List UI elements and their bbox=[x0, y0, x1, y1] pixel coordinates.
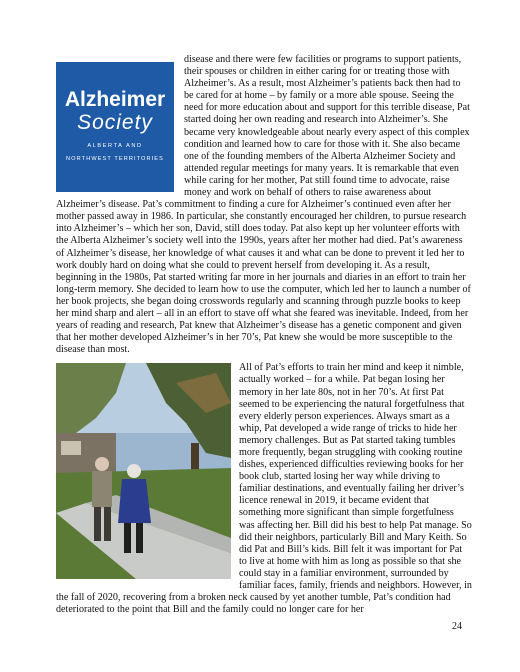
body-text bbox=[56, 54, 472, 622]
paragraph-2-text: All of Pat’s efforts to train her mind and keep it nimble, actually worked – for a while. Pat began losing her memory in her late 80s, not in her 70’s. At first Pat seemed to be experiencing the natural forgetfulness that every elderly person experiences. Always smart as a whip, Pat developed a wide range of tricks to hide her memory challenges. But as Pat started taking tumbles more frequently, began struggling with cooking routine dishes, experienced difficulties reviewing books for her book club, started losing her way while driving to familiar destinations, and eventually failing her driver’s licence renewal in 2019, it became evident that something more significant than simple forgetfulness was affecting her. Bill did his best to help Pat manage. So did their neighbors, particularly Bill and Mary Keith. So did Pat and Bill’s kids. Bill felt it was important for Pat to live at home with him as long as possible so that she could stay in a familiar environment, surrounded by familiar faces, family, friends and neighbors. However, in the fall of 2020, recovering from a broken neck caused by yet another tumble, Pat’s condition had deteriorated to the point that Bill and the family could no longer care for her bbox=[56, 362, 472, 616]
paragraph-2 bbox=[56, 362, 472, 616]
logo-line-3: ALBERTA AND bbox=[87, 142, 143, 149]
page-number: 24 bbox=[452, 621, 462, 632]
logo-line-2: Society bbox=[77, 110, 153, 134]
logo-line-1: Alzheimer bbox=[64, 87, 166, 111]
paragraph-1: disease and there were few facilities or programs to support patients, their spouses or children in either caring for or treating those with Alzheimer’s. As a result, most Alzheimer’s patients back then had to be cared for at home – by family or a more able spouse. Seeing the need for more education about and support for this terrible disease, Pat started doing her own reading and research into Alzheimer’s. She became very knowledgeable about nearly every aspect of this complex condition and learned how to care for those with it. She also became one of the founding members of the Alberta Alzheimer Society and attended regular meetings for many years. It is remarkable that even while caring for her mother, Pat still found time to advocate, raise money and work on behalf of others to raise awareness about Alzheimer’s disease. Pat’s commitment to finding a cure for Alzheimer’s continued even after her mother passed away in 1986. In particular, she constantly encouraged her children, to pursue research into Alzheimer’s – which her son, David, still does today. Pat also kept up her volunteer efforts with the Alberta Alzheimer’s society well into the 1990s, years after her mother had died. Pat’s awareness of Alzheimer’s disease, her knowledge of what causes it and what can be done to prevent it led her to work doubly hard on doing what she could to prevent herself from developing it. As a result, beginning in the 1980s, Pat started writing far more in her journals and diaries in an effort to train her long-term memory. She decided to learn how to use the computer, which led her to launch a number of her book projects, she began doing crosswords regularly and scanning through puzzle books to keep her mind sharp and alert – all in an effort to stave off what she feared was inevitable. Indeed, from her years of reading and research, Pat knew that Alzheimer’s disease has a genetic component and given that her mother developed Alzheimer’s in her 70’s, Pat knew she would be more susceptible to the disease than most. bbox=[56, 54, 471, 356]
logo-line-4: NORTHWEST TERRITORIES bbox=[66, 156, 164, 162]
alzheimer-society-logo bbox=[56, 62, 174, 192]
couple-walking-photo bbox=[56, 363, 231, 579]
